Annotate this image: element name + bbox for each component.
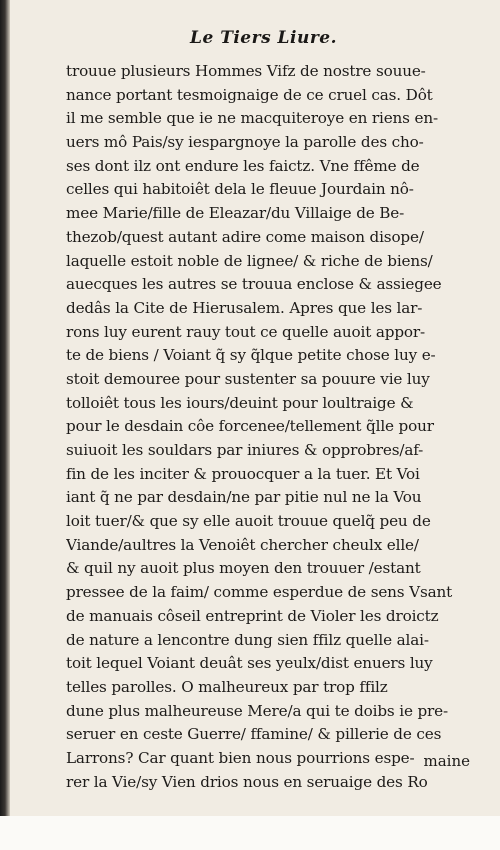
text-line: pressee de la faim/ comme esperdue de sens Vsant	[66, 583, 453, 602]
text-line: dune plus malheureuse Mere/a qui te doibs ie pre-	[66, 701, 448, 720]
page-gutter-shadow	[0, 0, 10, 850]
text-line: Viande/aultres la Venoiêt chercher cheulx elle/	[66, 535, 419, 554]
text-line: rer la Vie/sy Vien drios nous en seruaige des Ro	[66, 772, 428, 791]
text-line: il me semble que ie ne macquiteroye en riens en-	[66, 109, 438, 128]
text-line: laquelle estoit noble de lignee/ & riche de biens/	[66, 251, 433, 270]
text-line: toit lequel Voiant deuât ses yeulx/dist enuers luy	[66, 654, 433, 673]
text-line: & quil ny auoit plus moyen den trouuer /estant	[66, 559, 421, 578]
text-line: te de biens / Voiant q̃ sy q̃lque petite chose luy e-	[66, 346, 436, 365]
body-text	[66, 60, 478, 794]
text-line: stoit demouree pour sustenter sa pouure vie luy	[66, 369, 430, 388]
text-line: seruer en ceste Guerre/ ffamine/ & pillerie de ces	[66, 725, 442, 744]
text-line: pour le desdain côe forcenee/tellement q̃lle pour	[66, 417, 434, 436]
text-line: auecques les autres se trouua enclose & assiegee	[66, 275, 442, 294]
text-line: loit tuer/& que sy elle auoit trouue quelq̃ peu de	[66, 512, 431, 531]
text-line: telles parolles. O malheureux par trop ffilz	[66, 677, 388, 696]
catchword: maine	[423, 752, 470, 770]
text-line: mee Marie/fille de Eleazar/du Villaige de Be-	[66, 204, 405, 223]
text-line: suiuoit les souldars par iniures & opprobres/af-	[66, 441, 424, 459]
text-line: fin de les inciter & prouocquer a la tuer. Et Voi	[66, 464, 420, 483]
page-bottom-margin	[0, 816, 500, 850]
running-head: Le Tiers Liure.	[190, 28, 338, 48]
text-line: rons luy eurent rauy tout ce quelle auoit appor-	[66, 322, 425, 341]
text-line: nance portant tesmoignaige de ce cruel cas. Dôt	[66, 85, 433, 104]
text-line: de nature a lencontre dung sien ffilz quelle alai-	[66, 630, 429, 649]
text-line: iant q̃ ne par desdain/ne par pitie nul ne la Vou	[66, 488, 422, 507]
text-line: thezob/quest autant adire come maison disope/	[66, 227, 424, 246]
text-line: trouue plusieurs Hommes Vifz de nostre souue-	[66, 62, 426, 80]
text-line: celles qui habitoiêt dela le fleuue Jourdain nô-	[66, 180, 414, 199]
text-line: tolloiêt tous les iours/deuint pour loultraige &	[66, 393, 414, 412]
text-line: Larrons? Car quant bien nous pourrions espe-	[66, 748, 415, 767]
text-line: ses dont ilz ont endure les faictz. Vne ffême de	[66, 156, 420, 175]
text-line: dedâs la Cite de Hierusalem. Apres que les lar-	[66, 298, 423, 317]
text-line: de manuais côseil entreprint de Violer les droictz	[66, 606, 439, 625]
text-line: uers mô Pais/sy iespargnoye la parolle des cho-	[66, 133, 424, 152]
